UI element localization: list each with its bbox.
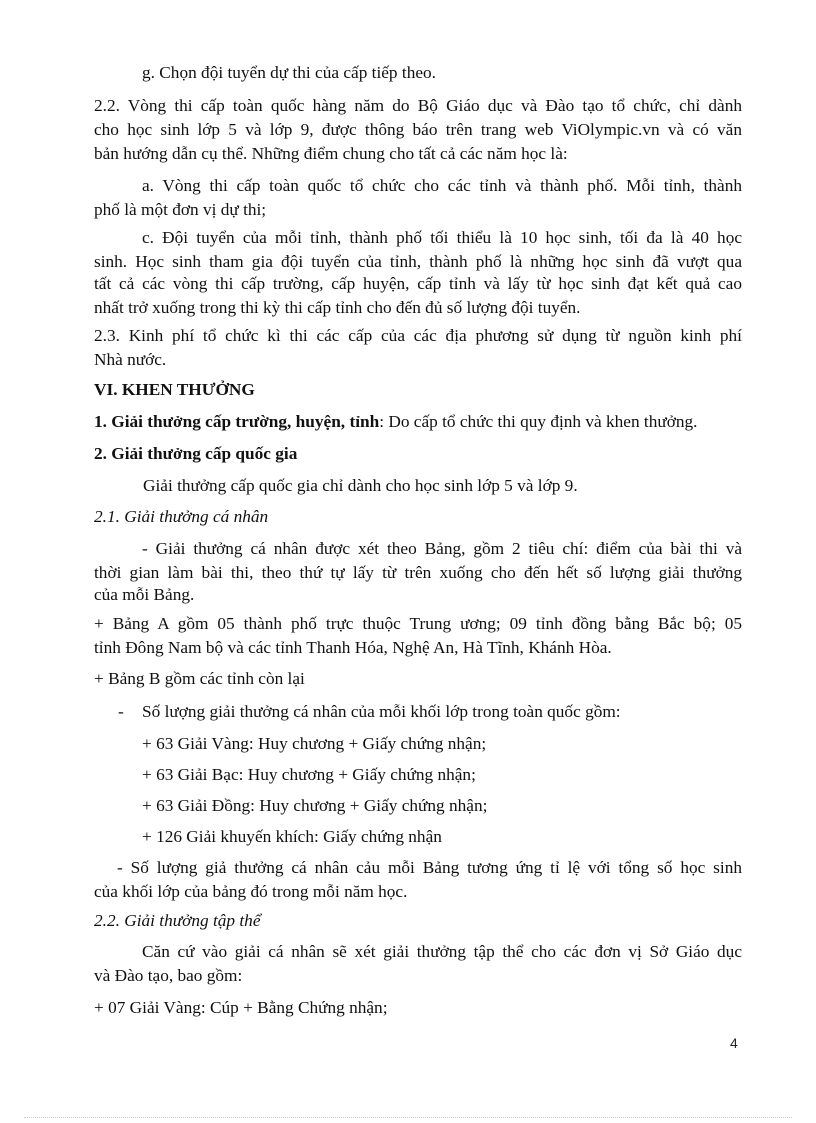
individual-award-line-1: - Giải thưởng cá nhân được xét theo Bảng, gồm 2 tiêu chí: điểm của bài thi và (142, 539, 742, 558)
ratio-note-line-1: - Số lượng giả thưởng cá nhân cảu mỗi Bảng tương ứng tỉ lệ với tổng số học sinh (117, 858, 742, 877)
item-a-line-1: a. Vòng thi cấp toàn quốc tổ chức cho các tỉnh và thành phố. Mỗi tỉnh, thành (142, 176, 742, 195)
subheading-2-1: 2.1. Giải thưởng cá nhân (94, 507, 269, 526)
heading-1-title: 1. Giải thưởng cấp trường, huyện, tỉnh (94, 412, 380, 431)
item-c-line-2: sinh. Học sinh tham gia đội tuyển của tỉnh, thành phố là những học sinh đã vượt qua (94, 252, 742, 271)
collective-award-line-2: và Đào tạo, bao gồm: (94, 966, 243, 985)
item-c-line-4: nhất trở xuống trong thi kỳ thi cấp tỉnh cho đến đủ số lượng đội tuyển. (94, 298, 581, 317)
subheading-2-2: 2.2. Giải thưởng tập thể (94, 911, 261, 930)
national-award-intro: Giải thưởng cấp quốc gia chỉ dành cho học sinh lớp 5 và lớp 9. (143, 476, 578, 495)
item-g: g. Chọn đội tuyển dự thi của cấp tiếp theo. (142, 63, 436, 82)
collective-gold: + 07 Giải Vàng: Cúp + Bằng Chứng nhận; (94, 998, 388, 1017)
heading-1-line (94, 410, 742, 434)
table-a-line-2: tỉnh Đông Nam bộ và các tỉnh Thanh Hóa, Nghệ An, Hà Tĩnh, Khánh Hòa. (94, 638, 612, 657)
item-c-line-1: c. Đội tuyển của mỗi tỉnh, thành phố tối thiểu là 10 học sinh, tối đa là 40 học (142, 228, 742, 247)
table-a-line-1: + Bảng A gồm 05 thành phố trực thuộc Trung ương; 09 tỉnh đồng bằng Bắc bộ; 05 (94, 614, 742, 633)
heading-2: 2. Giải thưởng cấp quốc gia (94, 444, 298, 463)
award-encouragement: + 126 Giải khuyến khích: Giấy chứng nhận (142, 827, 442, 846)
item-a-line-2: phố là một đơn vị dự thi; (94, 200, 267, 219)
ratio-note-line-2: của khối lớp của bảng đó trong mỗi năm học. (94, 882, 408, 901)
collective-award-line-1: Căn cứ vào giải cá nhân sẽ xét giải thưởng tập thể cho các đơn vị Sở Giáo dục (142, 942, 742, 961)
para-2-3-line-1: 2.3. Kinh phí tổ chức kì thi các cấp của các địa phương sử dụng từ nguồn kinh phí (94, 326, 742, 345)
page-number: 4 (730, 1035, 738, 1051)
para-2-2-line-3: bản hướng dẫn cụ thể. Những điểm chung cho tất cả các năm học là: (94, 144, 568, 163)
page-bottom-divider (24, 1117, 792, 1118)
award-count-intro: Số lượng giải thưởng cá nhân của mỗi khối lớp trong toàn quốc gồm: (142, 702, 621, 721)
table-b-line: + Bảng B gồm các tỉnh còn lại (94, 669, 305, 688)
list-dash: - (118, 702, 124, 721)
award-gold: + 63 Giải Vàng: Huy chương + Giấy chứng nhận; (142, 734, 487, 753)
award-silver: + 63 Giải Bạc: Huy chương + Giấy chứng nhận; (142, 765, 476, 784)
individual-award-line-2: thời gian làm bài thi, theo thứ tự lấy từ trên xuống cho đến hết số lượng giải thưởng (94, 563, 742, 582)
para-2-2-line-1: 2.2. Vòng thi cấp toàn quốc hàng năm do Bộ Giáo dục và Đào tạo tổ chức, chỉ dành (94, 96, 742, 115)
section-heading-vi: VI. KHEN THƯỞNG (94, 380, 255, 399)
individual-award-line-3: của mỗi Bảng. (94, 585, 195, 604)
para-2-3-line-2: Nhà nước. (94, 350, 167, 369)
award-bronze: + 63 Giải Đồng: Huy chương + Giấy chứng nhận; (142, 796, 488, 815)
para-2-2-line-2: cho học sinh lớp 5 và lớp 9, được thông báo trên trang web ViOlympic.vn và có văn (94, 120, 742, 139)
item-c-line-3: tất cả các vòng thi cấp trường, cấp huyện, cấp tỉnh và lấy từ học sinh đạt kết quả cao (94, 274, 742, 293)
heading-1-text: : Do cấp tổ chức thi quy định và khen thưởng. (379, 412, 698, 431)
